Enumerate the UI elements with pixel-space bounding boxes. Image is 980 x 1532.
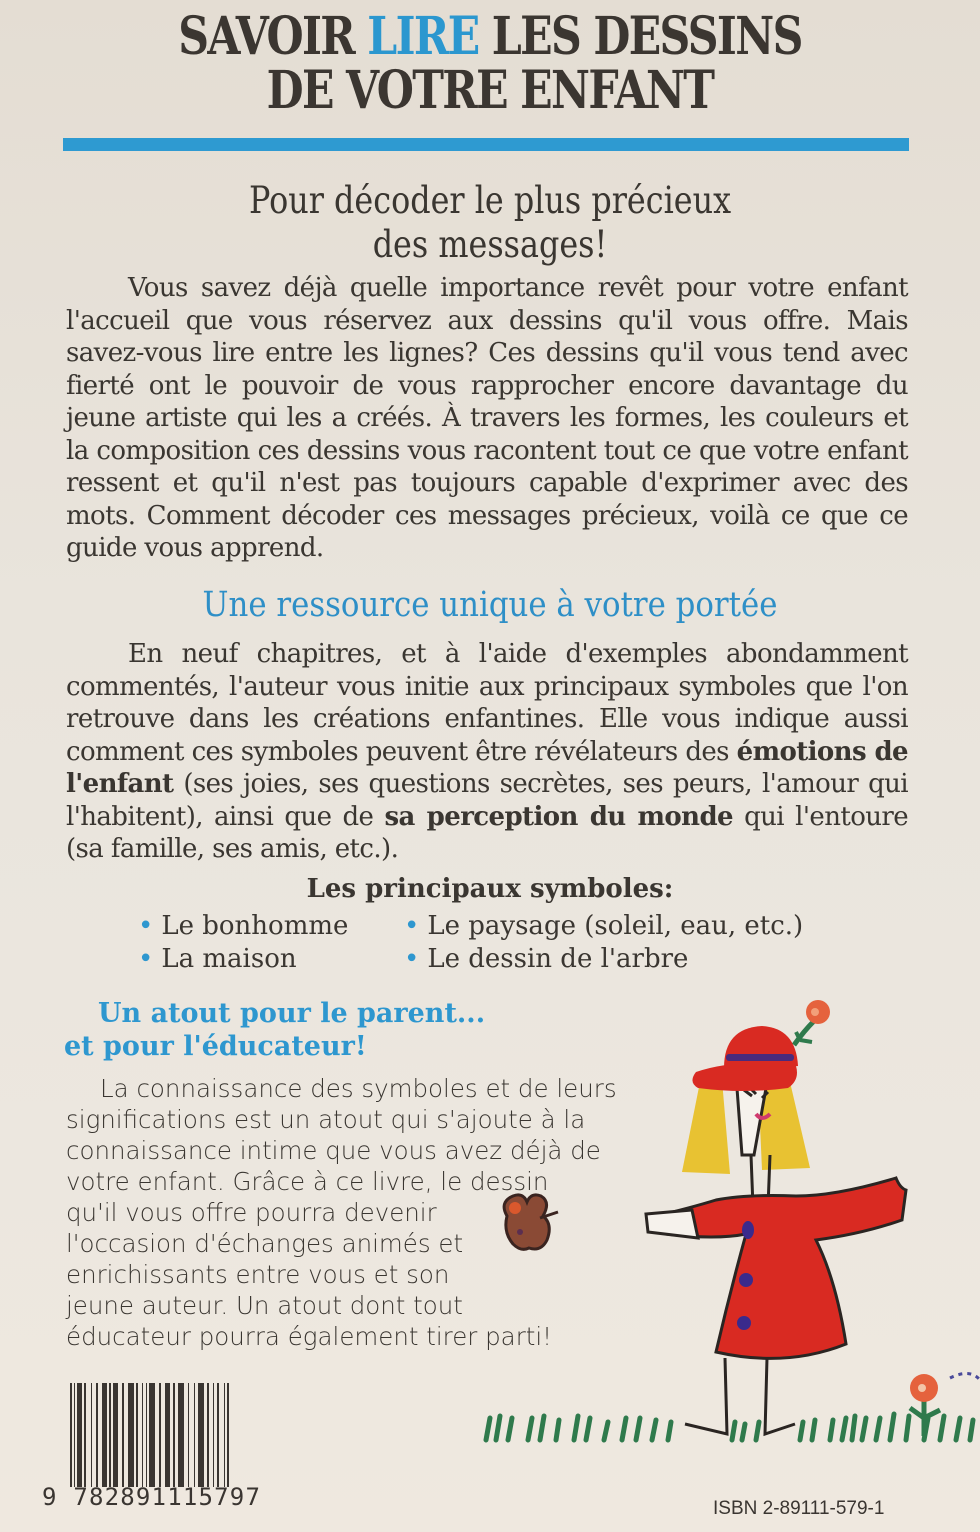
atout-line: enrichissants entre vous et son [66,1260,450,1289]
atout-line: éducateur pourra également tirer parti! [66,1322,553,1351]
red-hat-icon [692,1026,798,1091]
atout-line: votre enfant. Grâce à ce livre, le dessin [66,1167,549,1196]
symbol-item: • Le bonhomme [138,911,349,941]
blue-divider [63,138,909,151]
intro-paragraph [66,272,908,565]
hat-flower-icon [794,1000,830,1045]
book-title-line2: DE VOTRE ENFANT [266,60,714,121]
intro-heading-line2: des messages! [372,223,608,266]
isbn-label: ISBN 2-89111-579-1 [713,1498,885,1519]
bullet-icon: • [404,944,420,974]
resource-paragraph [66,638,908,866]
emphasis-perception: sa perception du monde [384,801,733,832]
book-title-line1 [88,8,892,66]
barcode [42,1383,306,1511]
atout-line: significations est un atout qui s'ajoute à la [66,1105,586,1134]
child-drawing-illustration [0,980,980,1450]
bullet-icon: • [138,911,154,941]
resource-text: (ses joies, ses questions secrètes, ses peurs, l'amour qui l'habitent), ainsi que de [66,769,908,832]
emphasis-emotions: émotions de l'enfant [66,736,908,799]
symbols-heading: Les principaux symboles: [306,874,674,904]
red-dress-icon [646,1178,906,1358]
title-text: LES DESSINS [478,6,802,67]
symbol-item: • La maison [138,944,297,974]
snail-icon [950,1373,980,1380]
atout-line: La connaissance des symboles et de leurs [100,1074,617,1103]
barcode-bars [70,1383,306,1487]
atout-heading-line2: et pour l'éducateur! [64,1031,367,1062]
symbol-item: • Le paysage (soleil, eau, etc.) [404,911,804,941]
intro-heading-line1: Pour décoder le plus précieux [248,179,732,222]
resource-text: qui l'entoure (sa famille, ses amis, etc.). [66,801,909,864]
grass-icon [486,1414,973,1440]
atout-heading-line1: Un atout pour le parent... [98,998,486,1029]
atout-line: qu'il vous offre pourra devenir [66,1198,437,1227]
resource-heading: Une ressource unique à votre portée [202,585,778,625]
resource-text: En neuf chapitres, et à l'aide d'exemples abondamment commentés, l'auteur vous initie aux principaux symboles que l'on retrouve dans les créations enfantines. Elle vous indique aussi comment ces symboles peuvent être révélateurs des [66,639,908,767]
barcode-digits: 9 782891115797 [42,1483,262,1511]
title-accent-word: LIRE [367,6,479,67]
atout-line: l'occasion d'échanges animés et [66,1229,464,1258]
bullet-icon: • [138,944,154,974]
butterfly-icon [504,1195,558,1249]
symbol-item: • Le dessin de l'arbre [404,944,689,974]
flower-icon [910,1374,940,1436]
title-text: SAVOIR [178,6,368,67]
intro-text: Vous savez déjà quelle importance revêt pour votre enfant l'accueil que vous réservez aux dessins qu'il vous offre. Mais savez-vous lire entre les lignes? Ces dessins qu'il vous tend avec fierté ont le pouvoir de vous rapprocher encore davantage du jeune artiste qui les a créés. À travers les formes, les couleurs et la composition ces dessins vous racontent tout ce que votre enfant ressent et qu'il n'est pas toujours capable d'exprimer avec des mots. Comment décoder ces messages précieux, voilà ce que ce guide vous apprend. [66,273,908,563]
bullet-icon: • [404,911,420,941]
atout-line: connaissance intime que vous avez déjà de [66,1136,601,1165]
atout-line: jeune auteur. Un atout dont tout [66,1291,463,1320]
